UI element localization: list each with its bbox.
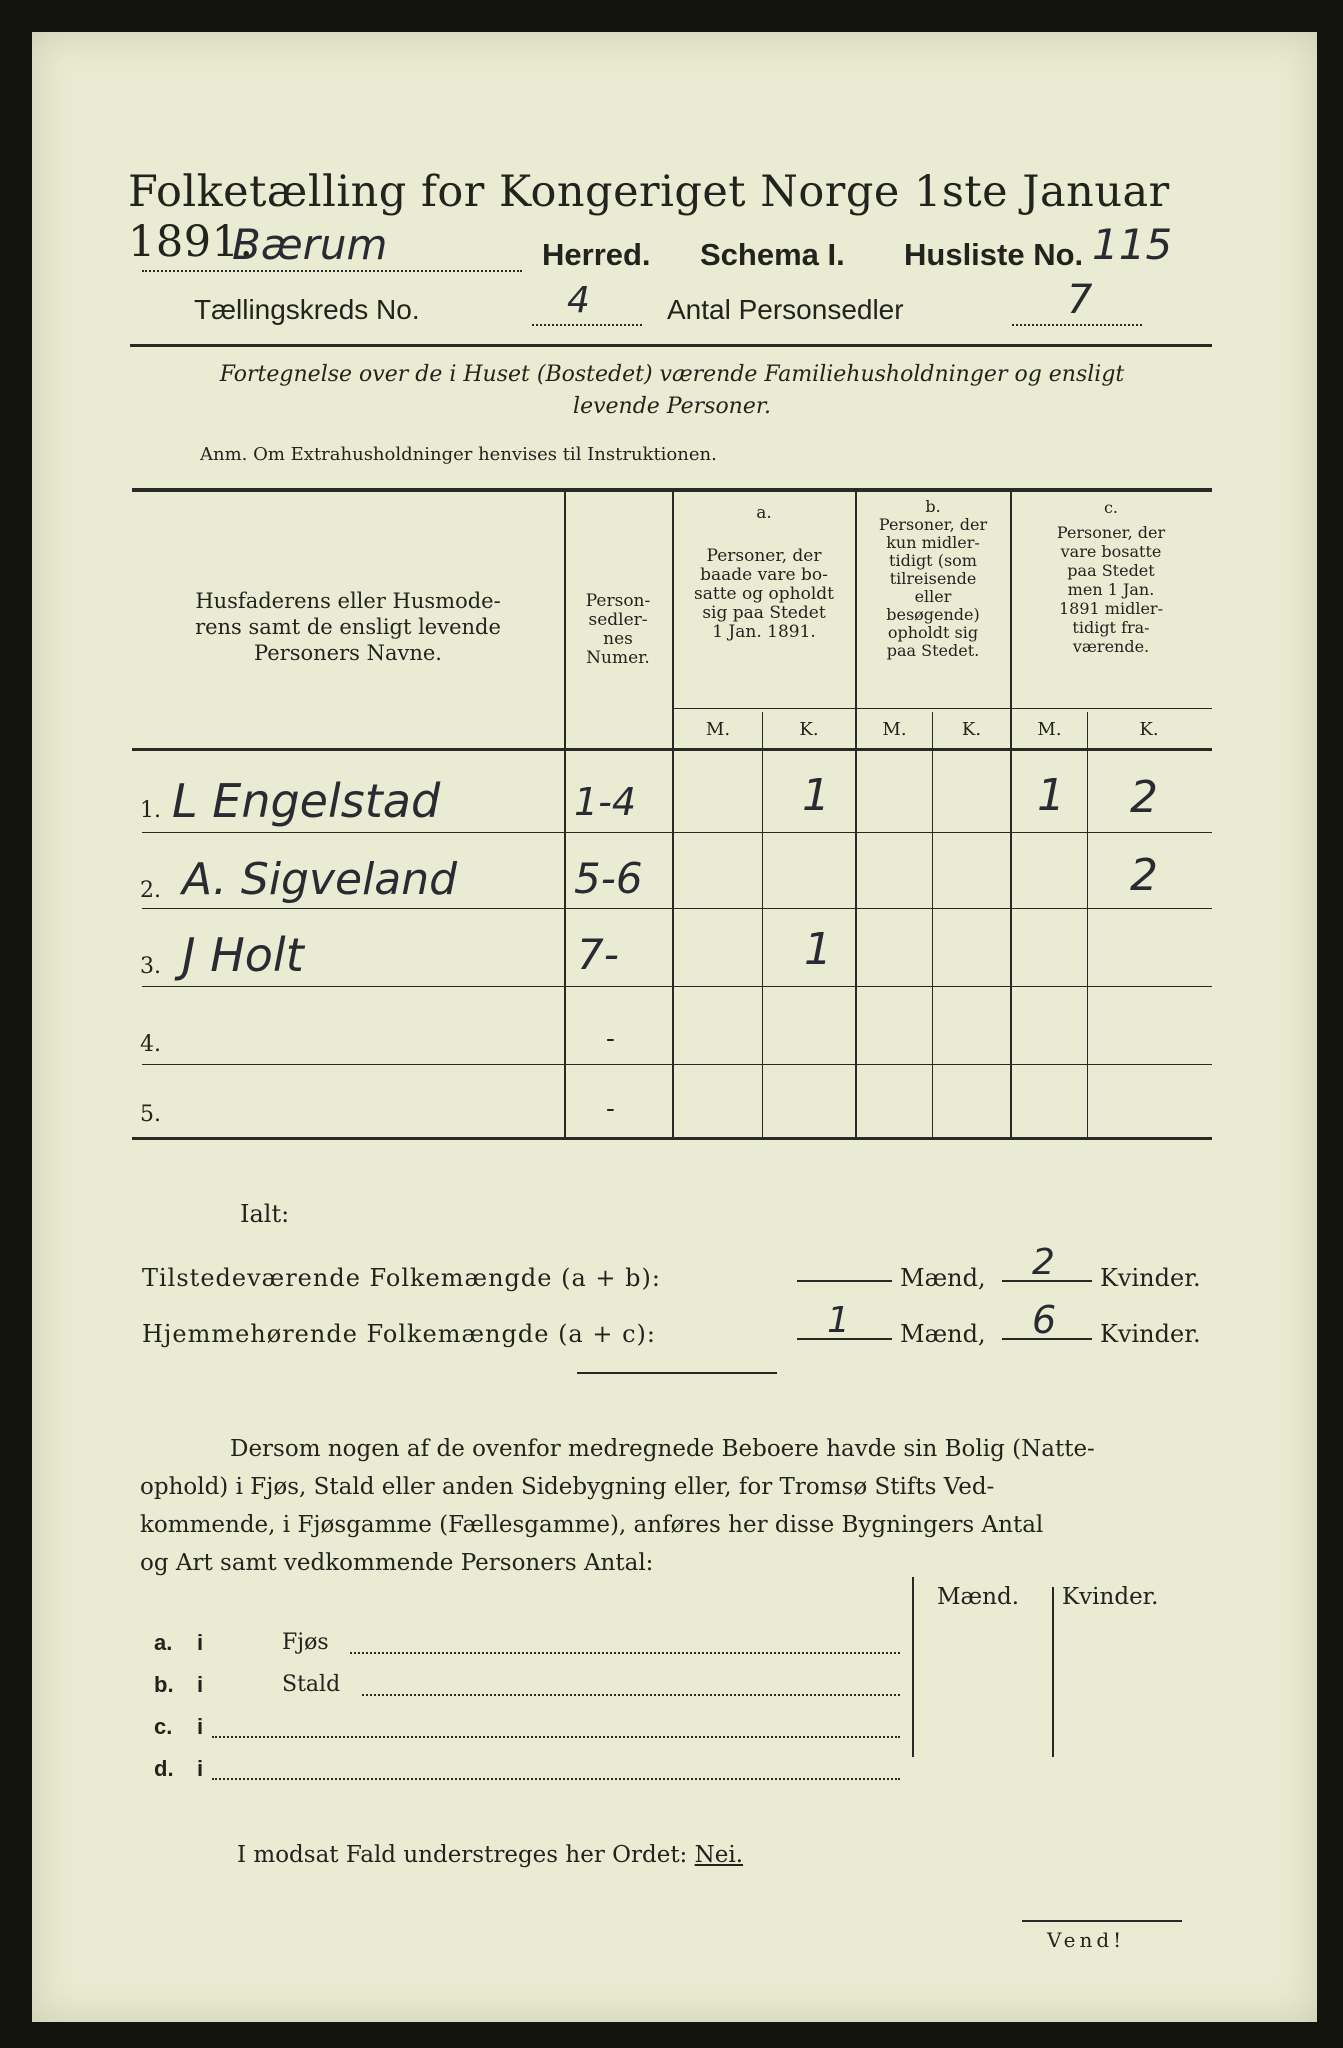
herred-label: Herred. bbox=[542, 237, 651, 272]
col-header-c: c. Personer, der vare bosatte paa Stedet men 1 Jan. 1891 midler- tidigt fra- værende. bbox=[1056, 498, 1166, 656]
hjemme-kvinder-label: Kvinder. bbox=[1100, 1320, 1201, 1348]
col-divider-num bbox=[564, 492, 566, 1137]
herred-dotline bbox=[142, 270, 522, 272]
item-dotline bbox=[212, 1736, 900, 1738]
row-rule-1 bbox=[142, 832, 1212, 833]
row-c-m: 1 bbox=[1037, 770, 1065, 821]
item-letter: d. bbox=[154, 1756, 174, 1781]
hjemme-label: Hjemmehørende Folkemængde (a + c): bbox=[142, 1320, 656, 1348]
tilstede-maend-label: Mænd, bbox=[900, 1264, 986, 1292]
a-m-label: M. bbox=[705, 719, 731, 740]
tilstede-kvinder-value: 2 bbox=[1032, 1242, 1055, 1283]
a-k-label: K. bbox=[799, 719, 819, 740]
col-divider-a-mk bbox=[762, 712, 763, 1137]
row-num: 5-6 bbox=[574, 854, 643, 903]
row-a-k: 1 bbox=[802, 770, 830, 821]
item-prep: i bbox=[197, 1714, 204, 1739]
personsedler-value: 7 bbox=[1067, 277, 1093, 323]
personsedler-label: Antal Personsedler bbox=[667, 294, 904, 325]
item-prep: i bbox=[197, 1630, 204, 1655]
vend-label: Vend! bbox=[1047, 1928, 1126, 1952]
row-name: J Holt bbox=[182, 928, 304, 982]
row-name: L Engelstad bbox=[172, 774, 441, 828]
col-divider-b-mk bbox=[932, 712, 933, 1137]
hjemme-maend-value: 1 bbox=[827, 1300, 850, 1341]
intro-line-1: Fortegnelse over de i Huset (Bostedet) værende Familiehusholdninger og ensligt bbox=[219, 362, 1125, 387]
personsedler-dotline bbox=[1012, 324, 1142, 326]
c-k-label: K. bbox=[1139, 719, 1159, 740]
row-number: 5. bbox=[140, 1102, 161, 1127]
col-header-a: a. Personer, der baade vare bo- satte og opholdt sig paa Stedet 1 Jan. 1891. bbox=[694, 503, 834, 642]
row-number: 1. bbox=[140, 798, 161, 823]
herred-value: Bærum bbox=[232, 220, 388, 269]
schema-label: Schema I. bbox=[700, 237, 845, 272]
table-bottom-rule bbox=[132, 1137, 1212, 1140]
intro-line-2: levende Personer. bbox=[573, 394, 771, 419]
census-form-sheet bbox=[32, 32, 1317, 2022]
modsat-text bbox=[237, 1842, 743, 1868]
sidebygning-paragraph: Dersom nogen af de ovenfor medregnede Beboere havde sin Bolig (Natte- ophold) i Fjøs, Stald eller anden Sidebygning eller, for Tromsø Stifts Ved- kommende, i Fjøsgamme (Fællesgamme), anføres her disse Bygningers Antal og Art samt vedkommende Personers Antal: bbox=[140, 1436, 1095, 1576]
husliste-label: Husliste No. bbox=[904, 237, 1084, 272]
row-num: 7- bbox=[577, 930, 619, 979]
hjemme-kvinder-value: 6 bbox=[1032, 1298, 1057, 1342]
row-num: - bbox=[606, 1024, 615, 1054]
row-num: - bbox=[606, 1094, 615, 1124]
hjemme-maend-label: Mænd, bbox=[900, 1320, 986, 1348]
col-header-name: Husfaderens eller Husmode- rens samt de ensligt levende Personers Navne. bbox=[195, 589, 501, 665]
row-rule-2 bbox=[142, 908, 1212, 909]
col-header-num: Person- sedler- nes Numer. bbox=[585, 591, 651, 668]
bottom-col-divider-2 bbox=[1052, 1587, 1054, 1757]
row-number: 3. bbox=[140, 954, 161, 979]
row-number: 2. bbox=[140, 878, 161, 903]
tilstede-kvinder-label: Kvinder. bbox=[1100, 1264, 1201, 1292]
mk-subheader-rule bbox=[672, 708, 1212, 709]
row-a-k: 1 bbox=[804, 924, 832, 975]
row-name: A. Sigveland bbox=[182, 854, 458, 905]
item-dotline bbox=[212, 1778, 900, 1780]
row-c-k: 2 bbox=[1130, 772, 1158, 823]
col-divider-c-mk bbox=[1087, 712, 1088, 1137]
anm-note: Anm. Om Extrahusholdninger henvises til Instruktionen. bbox=[200, 444, 717, 465]
item-dotline bbox=[350, 1652, 900, 1654]
c-m-label: M. bbox=[1037, 719, 1062, 740]
kreds-value: 4 bbox=[567, 280, 590, 321]
item-prep: i bbox=[197, 1756, 204, 1781]
item-letter: b. bbox=[154, 1672, 174, 1697]
b-m-label: M. bbox=[882, 719, 907, 740]
item-prep: i bbox=[197, 1672, 204, 1697]
nei-word: Nei. bbox=[694, 1842, 744, 1868]
kreds-label: Tællingskreds No. bbox=[194, 294, 420, 325]
row-number: 4. bbox=[140, 1032, 161, 1057]
form-title: Folketælling for Kongeriget Norge 1ste Januar 1891. bbox=[128, 167, 1170, 267]
header-rule bbox=[130, 344, 1212, 347]
row-c-k: 2 bbox=[1130, 850, 1158, 901]
modsat-label: I modsat Fald understreges her Ordet: bbox=[237, 1842, 688, 1868]
item-letter: c. bbox=[154, 1714, 173, 1739]
husliste-value: 115 bbox=[1092, 220, 1173, 269]
vend-rule-visible bbox=[1022, 1920, 1182, 1922]
bottom-col-maend: Mænd. bbox=[937, 1584, 1020, 1610]
tilstede-maend-line bbox=[797, 1280, 892, 1282]
item-label: Fjøs bbox=[282, 1630, 329, 1655]
ialt-label: Ialt: bbox=[240, 1200, 290, 1228]
row-rule-3 bbox=[142, 986, 1212, 987]
bottom-col-divider-1 bbox=[912, 1577, 914, 1757]
item-letter: a. bbox=[154, 1630, 173, 1655]
row-rule-4 bbox=[142, 1064, 1212, 1065]
tilstede-label: Tilstedeværende Folkemængde (a + b): bbox=[142, 1264, 661, 1292]
item-dotline bbox=[362, 1694, 900, 1696]
b-k-label: K. bbox=[961, 719, 982, 740]
item-label: Stald bbox=[282, 1672, 341, 1697]
section-separator bbox=[577, 1372, 777, 1374]
col-header-b: b. Personer, der kun midler- tidigt (som tilreisende eller besøgende) opholdt sig paa Stedet. bbox=[878, 497, 988, 660]
kreds-dotline bbox=[532, 324, 642, 326]
bottom-col-kvinder: Kvinder. bbox=[1062, 1584, 1159, 1610]
row-num: 1-4 bbox=[574, 780, 637, 824]
